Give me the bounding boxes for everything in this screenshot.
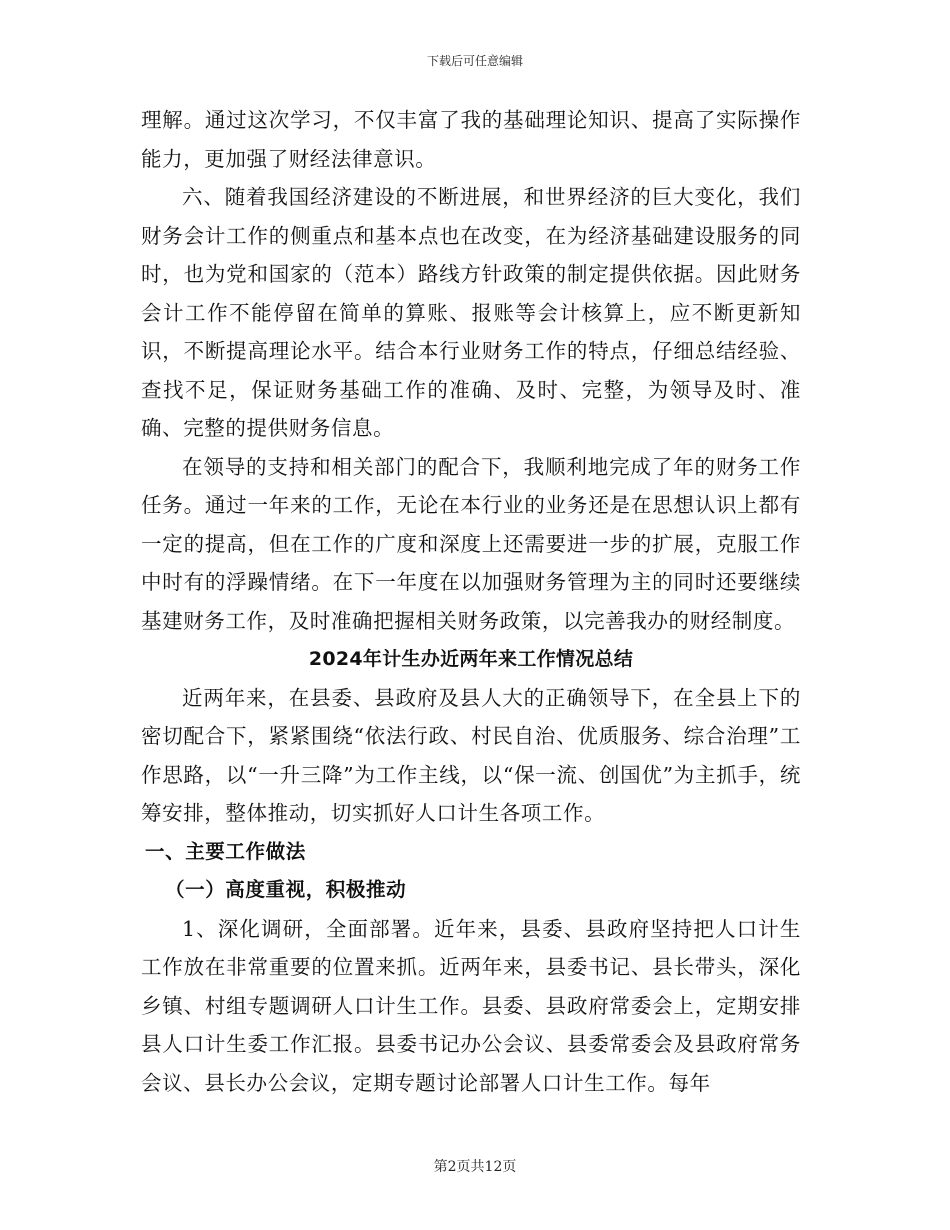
document-body — [141, 101, 801, 1102]
section-heading: 一、主要工作做法 — [145, 839, 306, 863]
paragraph-section-six: 六、随着我国经济建设的不断进展，和世界经济的巨大变化，我们财务会计工作的侧重点和基本点也在改变，在为经济基础建设服务的同时，也为党和国家的（范本）路线方针政策的制定提供依据。因此财务会计工作不能停留在简单的算账、报账等会计核算上，应不断更新知识，不断提高理论水平。结合本行业财务工作的特点，仔细总结经验、查找不足，保证财务基础工作的准确、及时、完整，为领导及时、准确、完整的提供财务信息。 — [141, 185, 801, 440]
paragraph-item-one: 1、深化调研，全面部署。近年来，县委、县政府坚持把人口计生工作放在非常重要的位置来抓。近两年来，县委书记、县长带头，深化乡镇、村组专题调研人口计生工作。县委、县政府常委会上，定期安排县人口计生委工作汇报。县委书记办公会议、县委常委会及县政府常务会议、县长办公会议，定期专题讨论部署人口计生工作。每年 — [141, 916, 801, 1095]
page-header: 下载后可任意编辑 — [426, 54, 523, 68]
document-title: 2024年计生办近两年来工作情况总结 — [308, 648, 634, 670]
paragraph-continuation: 理解。通过这次学习，不仅丰富了我的基础理论知识、提高了实际操作能力，更加强了财经法律意识。 — [141, 108, 801, 171]
paragraph-intro: 近两年来，在县委、县政府及县人大的正确领导下，在全县上下的密切配合下，紧紧围绕“依法行政、村民自治、优质服务、综合治理”工作思路，以“一升三降”为工作主线，以“保一流、创国优”为主抓手，统筹安排，整体推动，切实抓好人口计生各项工作。 — [141, 685, 801, 825]
paragraph-summary: 在领导的支持和相关部门的配合下，我顺利地完成了年的财务工作任务。通过一年来的工作，无论在本行业的业务还是在思想认识上都有一定的提高，但在工作的广度和深度上还需要进一步的扩展，克服工作中时有的浮躁情绪。在下一年度在以加强财务管理为主的同时还要继续基建财务工作，及时准确把握相关财务政策，以完善我办的财经制度。 — [141, 454, 801, 633]
page-footer: 第2页共12页 — [433, 1159, 517, 1175]
subsection-heading: （一）高度重视，积极推动 — [165, 878, 407, 901]
